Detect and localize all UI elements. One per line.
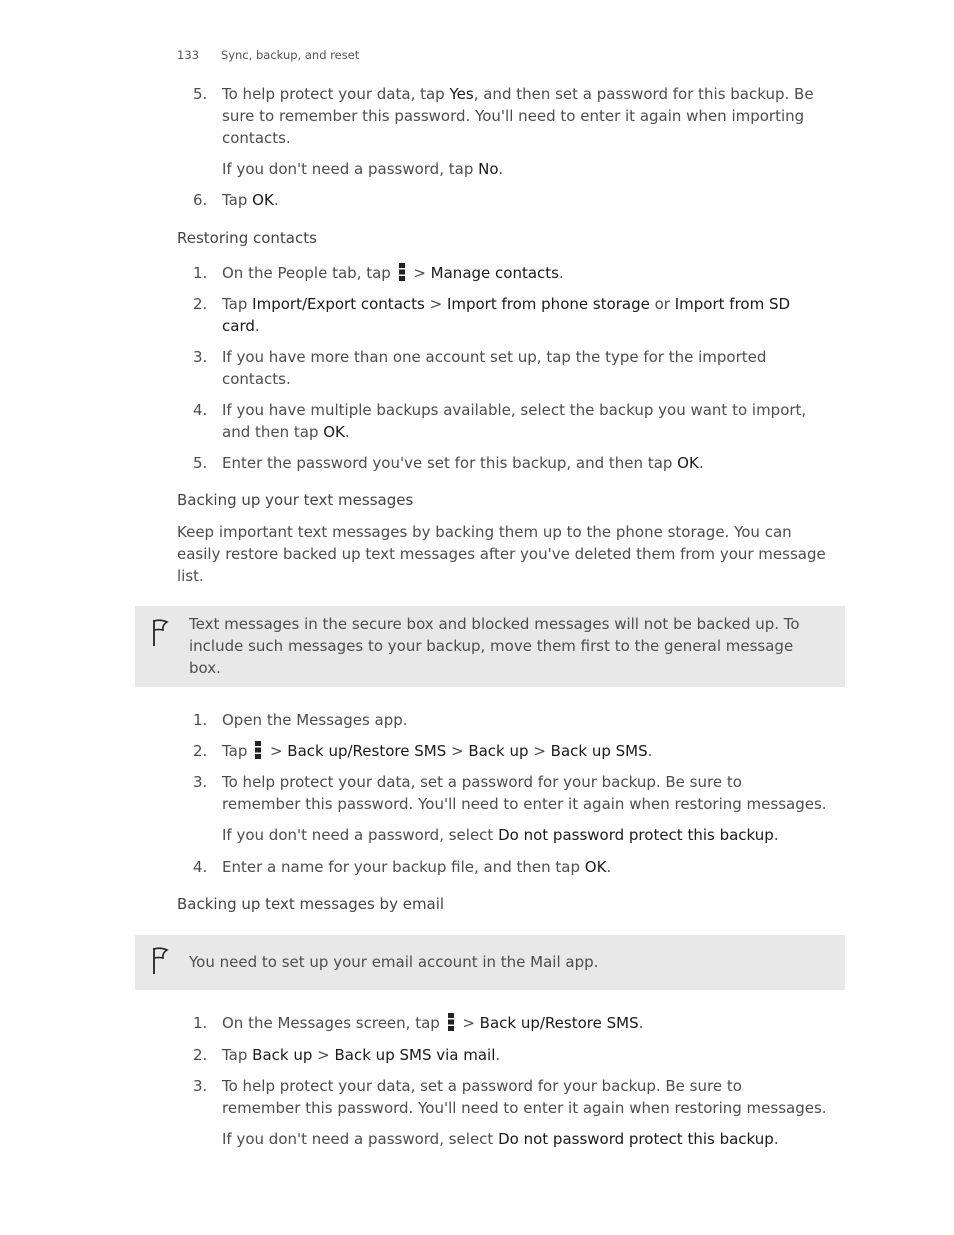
text: Enter the password you've set for this backup, and then tap (222, 454, 678, 472)
text: . (344, 423, 350, 441)
step-number: 6. (193, 191, 208, 209)
ui-term: OK (677, 454, 699, 472)
ui-term: Import from SD (674, 295, 791, 313)
text: . (647, 742, 653, 760)
step-text (222, 262, 842, 284)
ui-term: Manage contacts (430, 264, 559, 282)
ui-term: Back up SMS via mail (334, 1046, 496, 1064)
ui-term: card (222, 317, 255, 335)
step-text (222, 771, 847, 815)
note-box (135, 606, 845, 687)
text: box. (189, 659, 221, 677)
section-heading: Restoring contacts (177, 229, 317, 247)
text: If you don't need a password, select (222, 826, 499, 844)
text: . (495, 1046, 501, 1064)
more-menu-icon (448, 1013, 454, 1031)
step-text (222, 452, 842, 474)
text: contacts. (222, 129, 291, 147)
step-text (222, 1075, 847, 1119)
note-flag-icon (151, 946, 169, 976)
text: contacts. (222, 370, 291, 388)
text: To help protect your data, tap (222, 85, 450, 103)
text: . (498, 160, 504, 178)
text: > (424, 295, 447, 313)
text: > (312, 1046, 335, 1064)
ui-term: Import/Export contacts (252, 295, 425, 313)
text: Tap (222, 295, 253, 313)
step-text: Open the Messages app. (222, 711, 408, 729)
note-text: You need to set up your email account in the Mail app. (189, 953, 599, 971)
step-number: 5. (193, 85, 208, 103)
ui-term: Back up (468, 742, 529, 760)
text: remember this password. You'll need to enter it again when restoring messages. (222, 1099, 827, 1117)
intro-paragraph (177, 521, 842, 587)
step-text (222, 346, 842, 390)
step-number: 1. (193, 711, 208, 729)
page-header (177, 44, 359, 66)
more-menu-icon (255, 741, 261, 759)
text: . (773, 1130, 779, 1148)
text: Tap (222, 742, 253, 760)
text: Enter a name for your backup file, and then tap (222, 858, 585, 876)
section-heading: Backing up text messages by email (177, 895, 445, 913)
page-number: 133 (177, 48, 199, 62)
ui-term: Back up (252, 1046, 313, 1064)
text: include such messages to your backup, move them first to the general message (189, 637, 794, 655)
step-text (222, 293, 842, 337)
step-text (222, 399, 842, 443)
text: On the Messages screen, tap (222, 1014, 445, 1032)
step-number: 3. (193, 773, 208, 791)
step-number: 5. (193, 454, 208, 472)
text: . (606, 858, 612, 876)
text: remember this password. You'll need to enter it again when restoring messages. (222, 795, 827, 813)
text: To help protect your data, set a password for your backup. Be sure to (222, 773, 742, 791)
step-number: 1. (193, 1014, 208, 1032)
text: > (408, 264, 431, 282)
ui-term: Back up SMS (550, 742, 648, 760)
text: To help protect your data, set a password for your backup. Be sure to (222, 1077, 742, 1095)
text: . (638, 1014, 644, 1032)
text: On the People tab, tap (222, 264, 396, 282)
text: . (254, 317, 260, 335)
note-text (189, 613, 829, 679)
text: Tap (222, 1046, 253, 1064)
text: > (457, 1014, 480, 1032)
text: > (446, 742, 469, 760)
text: > (265, 742, 288, 760)
step-subtext (222, 1128, 842, 1150)
more-menu-icon (399, 263, 405, 281)
step-text (222, 856, 842, 878)
step-number: 2. (193, 742, 208, 760)
chapter-title: Sync, backup, and reset (220, 48, 360, 62)
text: If you have more than one account set up, tap the type for the imported (222, 348, 767, 366)
text: Tap (222, 191, 253, 209)
ui-term: Do not password protect this backup (498, 1130, 774, 1148)
step-number: 4. (193, 858, 208, 876)
ui-term: Back up/Restore SMS (287, 742, 447, 760)
step-number: 2. (193, 295, 208, 313)
text: list. (177, 567, 204, 585)
ui-term: OK (323, 423, 345, 441)
ui-term: Back up/Restore SMS (479, 1014, 639, 1032)
step-number: 4. (193, 401, 208, 419)
text: . (273, 191, 279, 209)
step-number: 1. (193, 264, 208, 282)
text: , and then set a password for this backup. Be (473, 85, 814, 103)
text: Keep important text messages by backing them up to the phone storage. You can (177, 523, 792, 541)
step-text (222, 740, 842, 762)
step-number: 2. (193, 1046, 208, 1064)
ui-term: Do not password protect this backup (498, 826, 774, 844)
step-text (222, 83, 842, 149)
step-text (222, 1012, 842, 1034)
section-heading: Backing up your text messages (177, 491, 414, 509)
text: sure to remember this password. You'll need to enter it again when importing (222, 107, 805, 125)
step-number: 3. (193, 1077, 208, 1095)
text: If you don't need a password, select (222, 1130, 499, 1148)
note-flag-icon (151, 618, 169, 648)
ui-term: Yes (449, 85, 474, 103)
text: . (558, 264, 564, 282)
text: If you don't need a password, tap (222, 160, 479, 178)
step-text (222, 1044, 842, 1066)
ui-term: Import from phone storage (446, 295, 650, 313)
text: and then tap (222, 423, 324, 441)
ui-term: OK (252, 191, 274, 209)
step-number: 3. (193, 348, 208, 366)
step-text (222, 189, 842, 211)
ui-term: OK (584, 858, 607, 876)
ui-term: No (478, 160, 499, 178)
text: or (649, 295, 675, 313)
text: . (698, 454, 704, 472)
text: easily restore backed up text messages after you've deleted them from your message (177, 545, 826, 563)
text: . (773, 826, 779, 844)
step-subtext (222, 158, 842, 180)
text: If you have multiple backups available, select the backup you want to import, (222, 401, 807, 419)
note-box (135, 935, 845, 990)
step-subtext (222, 824, 842, 846)
text: Text messages in the secure box and blocked messages will not be backed up. To (189, 615, 800, 633)
text: > (528, 742, 551, 760)
